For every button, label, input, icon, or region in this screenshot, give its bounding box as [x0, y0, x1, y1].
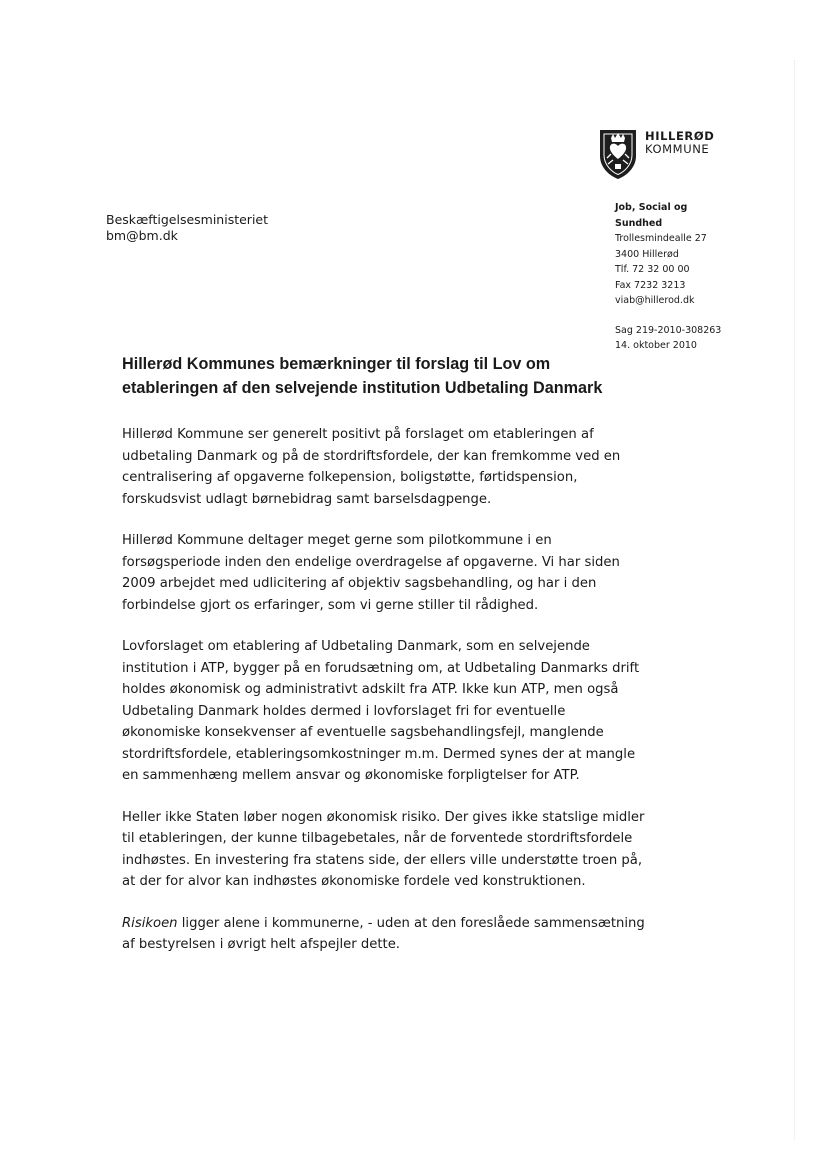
sender-email: viab@hillerod.dk [615, 295, 695, 306]
paragraph-1 [122, 424, 652, 510]
text-line [122, 913, 652, 935]
sender-city: 3400 Hillerød [615, 248, 679, 260]
text-line: Hillerød Kommune ser generelt positivt på forslaget om etableringen af [122, 427, 594, 442]
text-line: holdes økonomisk og administrativt adskilt fra ATP. Ikke kun ATP, men også [122, 682, 619, 697]
letter-title-line1: Hillerød Kommunes bemærkninger til forslag til Lov om [122, 355, 551, 373]
text-line: udbetaling Danmark og på de stordriftsfordele, der kan fremkomme ved en [122, 448, 621, 464]
letter-title-line2: etableringen af den selvejende institution Udbetaling Danmark [122, 379, 603, 397]
paragraph-2 [122, 530, 652, 616]
text-line: af bestyrelsen i øvrigt helt afspejler dette. [122, 937, 400, 952]
letter-date: 14. oktober 2010 [615, 340, 697, 351]
paragraph-5 [122, 913, 652, 956]
letter-title [122, 352, 622, 400]
hilleroed-crest-icon [598, 128, 638, 180]
text-line: centralisering af opgaverne folkepension, boligstøtte, førtidspension, [122, 470, 578, 485]
text-line: Heller ikke Staten løber nogen økonomisk risiko. Der gives ikke statslige midler [122, 809, 645, 825]
paragraph-3 [122, 636, 652, 787]
text-line: Udbetaling Danmark holdes dermed i lovforslaget fri for eventuelle [122, 703, 566, 719]
sender-department-line1: Job, Social og [615, 202, 688, 213]
text-line: forsøgsperiode inden den endelige overdragelse af opgaverne. Vi har siden [122, 554, 620, 570]
text-line: institution i ATP, bygger på en forudsætning om, at Udbetaling Danmarks drift [122, 660, 640, 676]
emphasis-word: Risikoen [122, 915, 178, 931]
sender-fax: Fax 7232 3213 [615, 279, 686, 291]
text-fragment: ligger alene i kommunerne, - uden at den foreslåede sammensætning [177, 915, 645, 931]
org-name-line1: HILLERØD [645, 129, 715, 143]
text-line: 2009 arbejdet med udlicitering af objektiv sagsbehandling, og har i den [122, 576, 597, 591]
text-line: stordriftsfordele, etableringsomkostninger m.m. Dermed synes der at mangle [122, 746, 636, 762]
text-line: Lovforslaget om etablering af Udbetaling Danmark, som en selvejende [122, 639, 590, 654]
recipient-email: bm@bm.dk [106, 227, 178, 243]
sender-street: Trollesmindealle 27 [615, 233, 707, 244]
letter-body [122, 424, 652, 976]
org-name-line2: KOMMUNE [645, 141, 710, 156]
paragraph-4 [122, 807, 652, 893]
text-line: økonomiske konsekvenser af eventuelle sagsbehandlingsfejl, manglende [122, 725, 604, 740]
sender-spacer [615, 309, 721, 323]
recipient-name: Beskæftigelsesministeriet [106, 212, 269, 227]
sender-block [615, 200, 721, 354]
text-line: en sammenhæng mellem ansvar og økonomiske forpligtelser for ATP. [122, 768, 580, 783]
case-number: Sag 219-2010-308263 [615, 324, 722, 336]
text-line: forbindelse gjort os erfaringer, som vi gerne stiller til rådighed. [122, 597, 539, 613]
scan-edge-artifact [794, 60, 796, 1140]
text-line: Hillerød Kommune deltager meget gerne som pilotkommune i en [122, 533, 552, 548]
sender-department-line2: Sundhed [615, 217, 663, 229]
text-line: til etableringen, der kunne tilbagebetales, når de forventede stordriftsfordele [122, 831, 633, 846]
org-name [645, 130, 714, 155]
text-line: at der for alvor kan indhøstes økonomiske fordele ved konstruktionen. [122, 874, 586, 889]
sender-phone: Tlf. 72 32 00 00 [615, 264, 690, 275]
text-line: forskudsvist udlagt børnebidrag samt barselsdagpenge. [122, 491, 492, 507]
text-line: indhøstes. En investering fra statens side, der ellers ville understøtte troen på, [122, 852, 643, 868]
recipient-block [106, 212, 268, 243]
